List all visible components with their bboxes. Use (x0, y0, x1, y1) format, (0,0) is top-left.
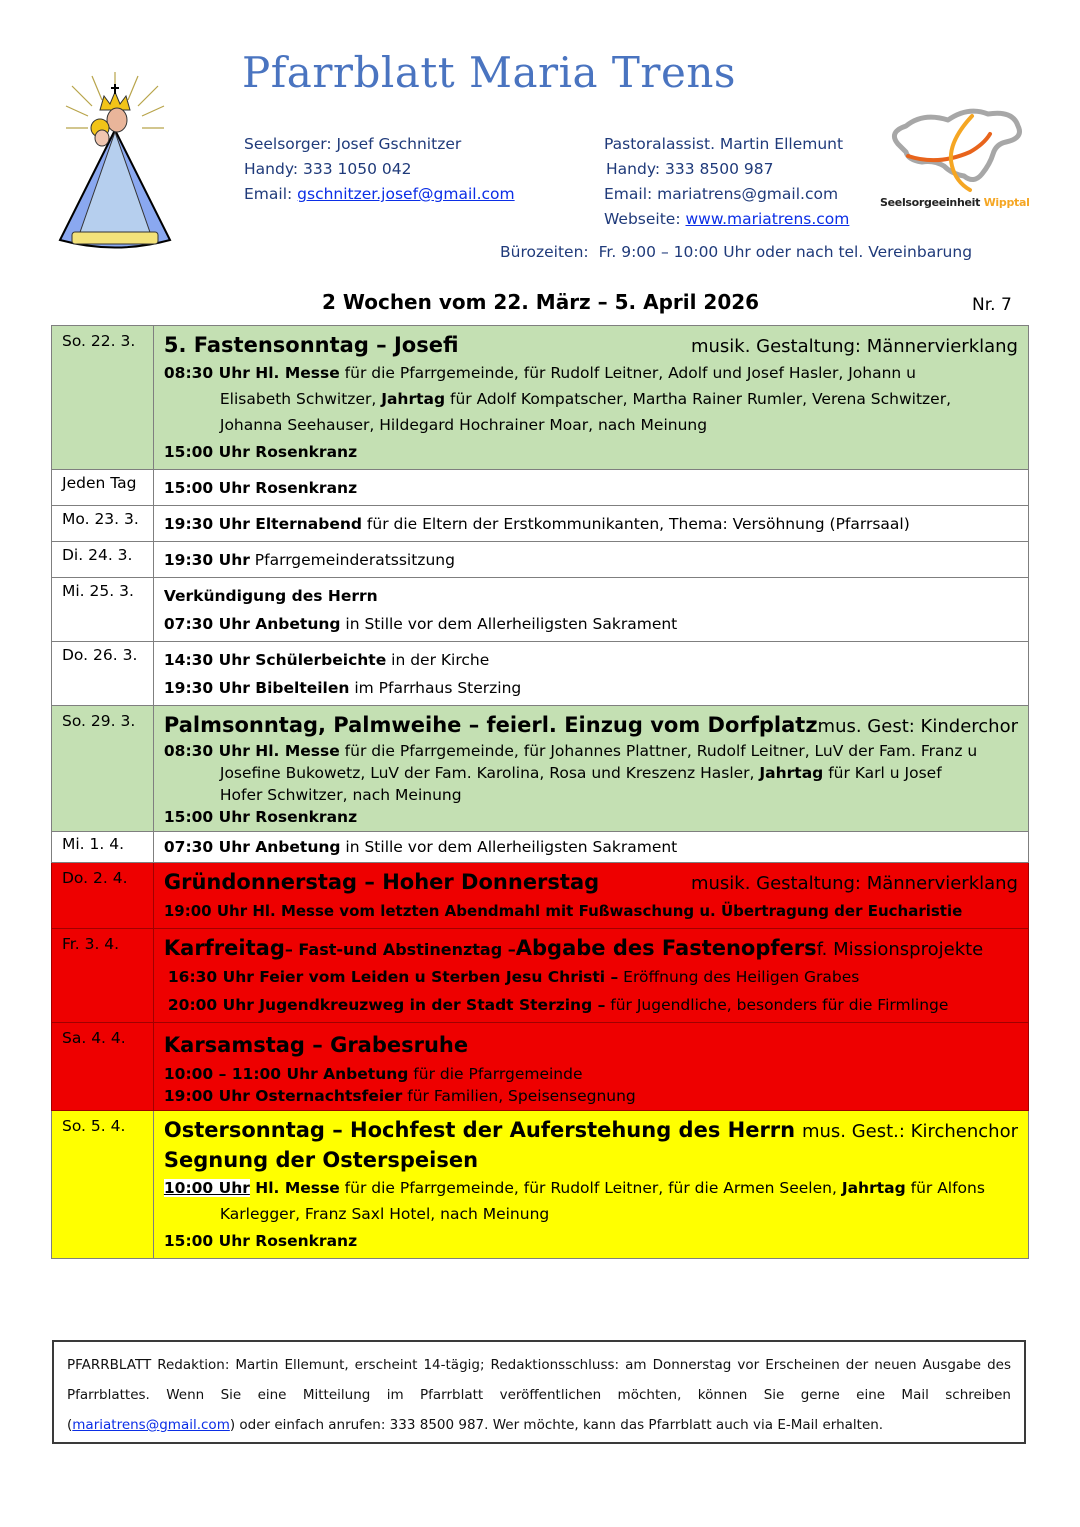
row-date: Fr. 3. 4. (52, 929, 154, 1023)
website-label: Webseite: (604, 210, 686, 228)
row-date: So. 22. 3. (52, 326, 154, 470)
table-row (52, 1111, 1029, 1259)
pastor-phone: Handy: 333 1050 042 (244, 160, 412, 178)
row-date: Do. 26. 3. (52, 642, 154, 706)
table-row (52, 542, 1029, 578)
pastor-email-label: Email: (244, 185, 298, 203)
row-content (153, 706, 1028, 832)
table-row (52, 863, 1029, 929)
music-note: mus. Gest: Kinderchor (817, 716, 1018, 737)
logo-accent: Wipptal (983, 196, 1030, 209)
event-title: 5. Fastensonntag – Josefi (163, 333, 459, 357)
row-date: So. 29. 3. (52, 706, 154, 832)
table-row (52, 1023, 1029, 1111)
office-hours (500, 243, 972, 261)
rosary-line: 15:00 Uhr Rosenkranz (163, 808, 358, 826)
table-row (52, 832, 1029, 863)
row-date: Mi. 1. 4. (52, 832, 154, 863)
event-title: Karsamstag – Grabesruhe (163, 1033, 469, 1057)
row-date: Di. 24. 3. (52, 542, 154, 578)
row-date: Do. 2. 4. (52, 863, 154, 929)
footer-box: PFARRBLATT Redaktion: Martin Ellemunt, erscheint 14-tägig; Redaktionsschluss: am Donnerstag vor Erscheinen der neuen Ausgabe des Pfarrblattes. Wenn Sie eine Mitteilung im Pfarrblatt veröffentlichen möchten, können Sie gerne eine Mail schreiben (mariatrens@gmail.com) oder einfach anrufen: 333 8500 987. Wer möchte, kann das Pfarrblatt auch via E-Mail erhalten. (52, 1340, 1026, 1444)
event-title: Karfreitag (163, 936, 285, 960)
website-line (604, 207, 849, 232)
row-date: Mo. 23. 3. (52, 506, 154, 542)
event-title: Ostersonntag – Hochfest der Auferstehung des Herrn (163, 1118, 796, 1142)
madonna-illustration (40, 70, 190, 260)
event-title: Gründonnerstag – Hoher Donnerstag (163, 870, 600, 894)
row-content: 19:30 Uhr Pfarrgemeinderatssitzung (153, 542, 1028, 578)
table-row (52, 929, 1029, 1023)
assistant-phone: Handy: 333 8500 987 (606, 160, 774, 178)
issue-number: Nr. 7 (972, 295, 1012, 315)
pastor-name: Seelsorger: Josef Gschnitzer (244, 135, 462, 153)
row-content: Gründonnerstag – Hoher Donnerstag musik. Gestaltung: Männervierklang 19:00 Uhr Hl. Messe vom letzten Abendmahl mit Fußwaschung u. Übertragung der Eucharistie (153, 863, 1028, 929)
row-content (153, 326, 1028, 470)
table-row (52, 578, 1029, 642)
music-note: musik. Gestaltung: Männervierklang (690, 336, 1018, 357)
row-date: So. 5. 4. (52, 1111, 154, 1259)
table-row (52, 506, 1029, 542)
row-date: Sa. 4. 4. (52, 1023, 154, 1111)
rosary-line: 15:00 Uhr Rosenkranz (163, 1232, 358, 1250)
footer-text: PFARRBLATT Redaktion: Martin Ellemunt, erscheint 14-tägig; Redaktionsschluss: am Donnerstag vor Erscheinen der neuen Ausgabe des Pfarrblattes. Wenn Sie eine Mitteilung im Pfarrblatt veröffentlichen möchten, können Sie gerne eine Mail schreiben ( (67, 1357, 1011, 1433)
music-note: musik. Gestaltung: Männervierklang (690, 873, 1018, 894)
assistant-contact (604, 132, 849, 232)
row-content: Karsamstag – Grabesruhe 10:00 – 11:00 Uhr Anbetung für die Pfarrgemeinde 19:00 Uhr Osternachtsfeier für Familien, Speisensegnung (153, 1023, 1028, 1111)
assistant-email: Email: mariatrens@gmail.com (604, 185, 839, 203)
event-title: Verkündigung des Herrn (163, 587, 378, 605)
website-link[interactable]: www.mariatrens.com (685, 210, 850, 228)
period-heading: 2 Wochen vom 22. März – 5. April 2026 (322, 290, 760, 314)
row-content (153, 1111, 1028, 1259)
footer-email-link[interactable]: mariatrens@gmail.com (72, 1417, 230, 1433)
table-row (52, 642, 1029, 706)
logo-caption: Seelsorgeeinheit Wipptal (880, 196, 1030, 209)
assistant-name: Pastoralassist. Martin Ellemunt (604, 135, 844, 153)
office-hours-value: Fr. 9:00 – 10:00 Uhr oder nach tel. Vereinbarung (598, 243, 973, 261)
row-content: 19:30 Uhr Elternabend für die Eltern der Erstkommunikanten, Thema: Versöhnung (Pfarrsaal) (153, 506, 1028, 542)
row-date: Mi. 25. 3. (52, 578, 154, 642)
office-hours-label: Bürozeiten: (500, 243, 589, 261)
table-row (52, 706, 1029, 832)
table-row (52, 326, 1029, 470)
schedule-table (51, 325, 1029, 1259)
event-subtitle: Segnung der Osterspeisen (163, 1148, 479, 1172)
pastor-contact (244, 132, 515, 207)
row-content: 07:30 Uhr Anbetung in Stille vor dem Allerheiligsten Sakrament (153, 832, 1028, 863)
row-content: Verkündigung des Herrn 07:30 Uhr Anbetung in Stille vor dem Allerheiligsten Sakrament (153, 578, 1028, 642)
row-content: 15:00 Uhr Rosenkranz (153, 470, 1028, 506)
table-row (52, 470, 1029, 506)
pastor-email-link[interactable]: gschnitzer.josef@gmail.com (297, 185, 515, 203)
pastor-email-line (244, 182, 515, 207)
mass-details: 08:30 Uhr Hl. Messe für die Pfarrgemeinde, für Rudolf Leitner, Adolf und Josef Hasler, Johann u Elisabeth Schwitzer, Jahrtag für Adolf Kompatscher, Martha Rainer Rumler, Verena Schwitzer, Johanna Seehauser, Hildegard Hochrainer Moar, nach Meinung (163, 364, 952, 434)
row-content: 14:30 Uhr Schülerbeichte in der Kirche 19:30 Uhr Bibelteilen im Pfarrhaus Sterzing (153, 642, 1028, 706)
event-title: Palmsonntag, Palmweihe – feierl. Einzug vom Dorfplatz (163, 713, 818, 737)
mass-details: 10:00 Uhr Hl. Messe für die Pfarrgemeinde, für Rudolf Leitner, für die Armen Seelen, Jahrtag für Alfons Karlegger, Franz Saxl Hotel, nach Meinung (163, 1179, 985, 1223)
page-title: Pfarrblatt Maria Trens (242, 48, 736, 97)
mass-details: 08:30 Uhr Hl. Messe für die Pfarrgemeinde, für Johannes Plattner, Rudolf Leitner, LuV der Fam. Franz u Josefine Bukowetz, LuV der Fam. Karolina, Rosa und Kreszenz Hasler, Jahrtag für Karl u Josef Hofer Schwitzer, nach Meinung (163, 742, 978, 804)
row-content: Karfreitag – Fast-und Abstinenztag – Abgabe des Fastenopfers f. Missionsprojekte 16:30 Uhr Feier vom Leiden u Sterben Jesu Christi – Eröffnung des Heiligen Grabes 20:00 Uhr Jugendkreuzweg in der Stadt Sterzing – für Jugendliche, besonders für die Firmlinge (153, 929, 1028, 1023)
rosary-line: 15:00 Uhr Rosenkranz (163, 443, 358, 461)
row-date: Jeden Tag (52, 470, 154, 506)
music-note: mus. Gest.: Kirchenchor (801, 1121, 1018, 1142)
